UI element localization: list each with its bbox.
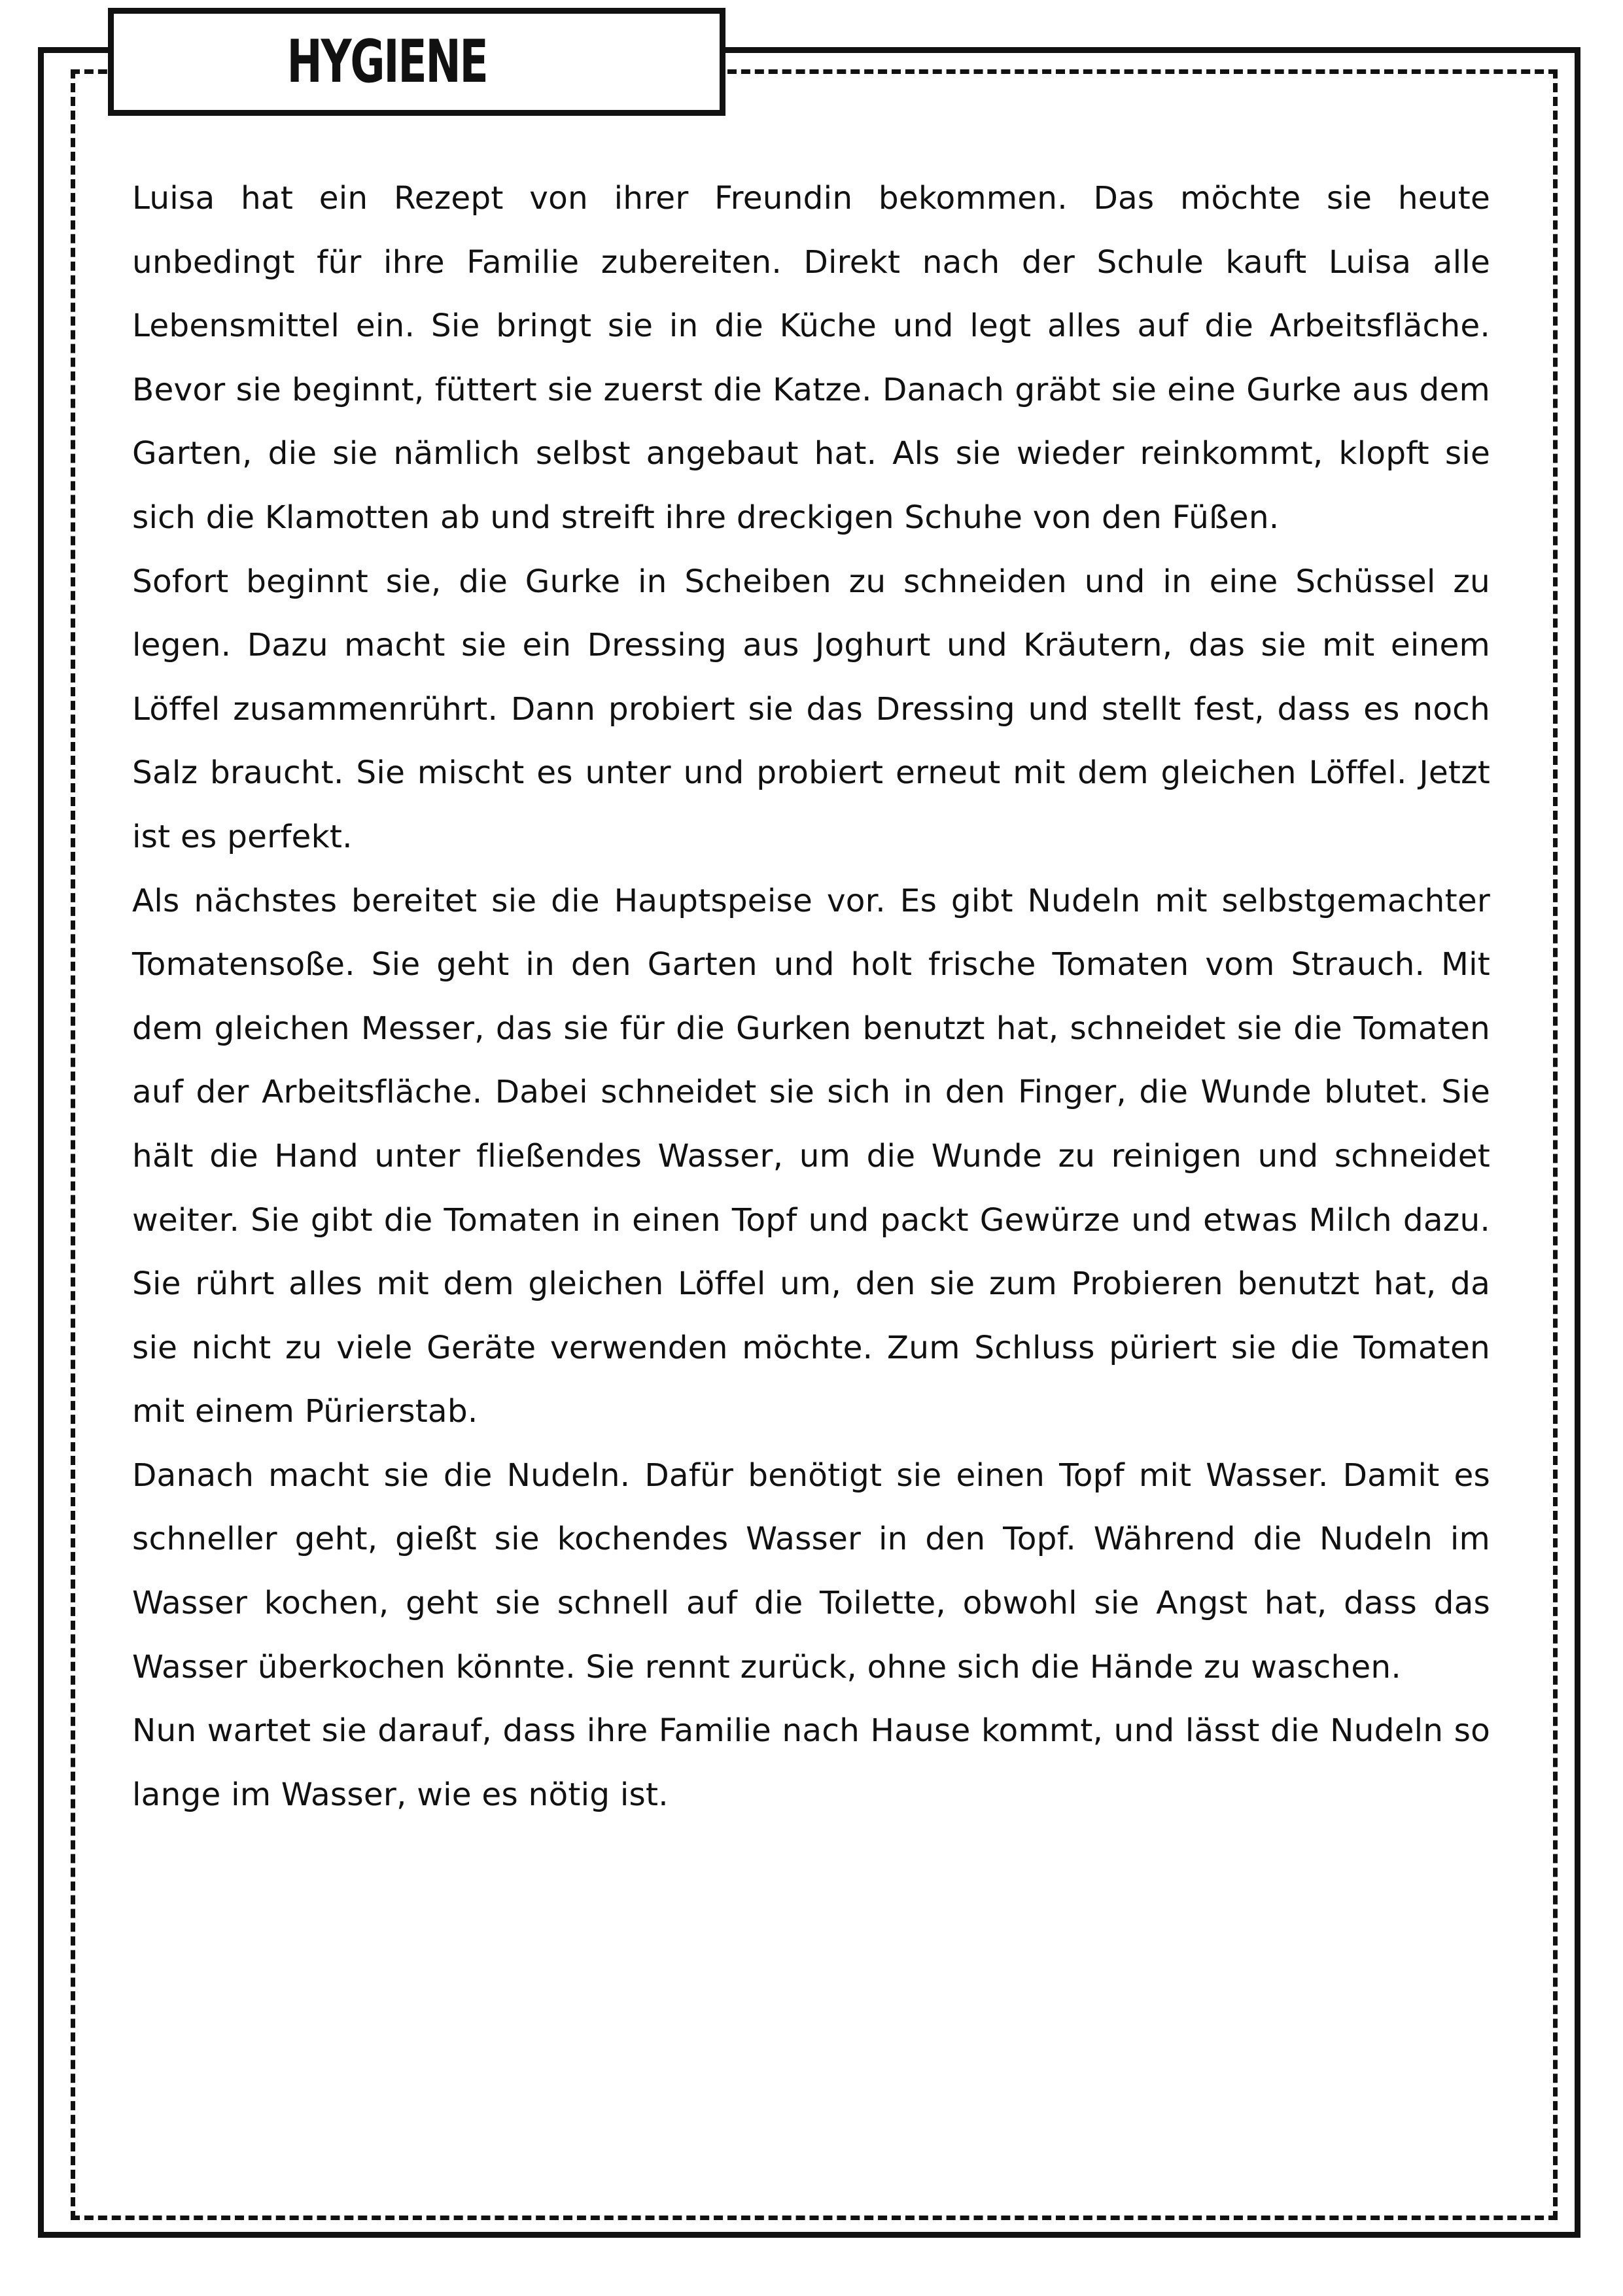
paragraph-4: Danach macht sie die Nudeln. Dafür benötigt sie einen Topf mit Wasser. Damit es schneller geht, gießt sie kochendes Wasser in den Topf. Während die Nudeln im Wasser kochen, geht sie schnell auf die Toilette, obwohl sie Angst hat, dass das Wasser überkochen könnte. Sie rennt zurück, ohne sich die Hände zu waschen. bbox=[132, 1457, 1490, 1686]
page-title: HYGIENE bbox=[287, 27, 488, 96]
paragraph-5: Nun wartet sie darauf, dass ihre Familie nach Hause kommt, und lässt die Nudeln so lange im Wasser, wie es nötig ist. bbox=[132, 1712, 1490, 1813]
paragraph-2: Sofort beginnt sie, die Gurke in Scheiben zu schneiden und in eine Schüssel zu legen. Dazu macht sie ein Dressing aus Joghurt und Kräutern, das sie mit einem Löffel zusammenrührt. Dann probiert sie das Dressing und stellt fest, dass es noch Salz braucht. Sie mischt es unter und probiert erneut mit dem gleichen Löffel. Jetzt ist es perfekt. bbox=[132, 563, 1490, 855]
story-text bbox=[132, 167, 1490, 1827]
paragraph-1: Luisa hat ein Rezept von ihrer Freundin bekommen. Das möchte sie heute unbedingt für ihre Familie zubereiten. Direkt nach der Schule kauft Luisa alle Lebensmittel ein. Sie bringt sie in die Küche und legt alles auf die Arbeitsfläche. Bevor sie beginnt, füttert sie zuerst die Katze. Danach gräbt sie eine Gurke aus dem Garten, die sie nämlich selbst angebaut hat. Als sie wieder reinkommt, klopft sie sich die Klamotten ab und streift ihre dreckigen Schuhe von den Füßen. bbox=[132, 180, 1490, 536]
paragraph-3: Als nächstes bereitet sie die Hauptspeise vor. Es gibt Nudeln mit selbstgemachter Tomatensoße. Sie geht in den Garten und holt frische Tomaten vom Strauch. Mit dem gleichen Messer, das sie für die Gurken benutzt hat, schneidet sie die Tomaten auf der Arbeitsfläche. Dabei schneidet sie sich in den Finger, die Wunde blutet. Sie hält die Hand unter fließendes Wasser, um die Wunde zu reinigen und schneidet weiter. Sie gibt die Tomaten in einen Topf und packt Gewürze und etwas Milch dazu. Sie rührt alles mit dem gleichen Löffel um, den sie zum Probieren benutzt hat, da sie nicht zu viele Geräte verwenden möchte. Zum Schluss püriert sie die Tomaten mit einem Pürierstab. bbox=[132, 882, 1490, 1430]
title-box bbox=[108, 8, 725, 116]
